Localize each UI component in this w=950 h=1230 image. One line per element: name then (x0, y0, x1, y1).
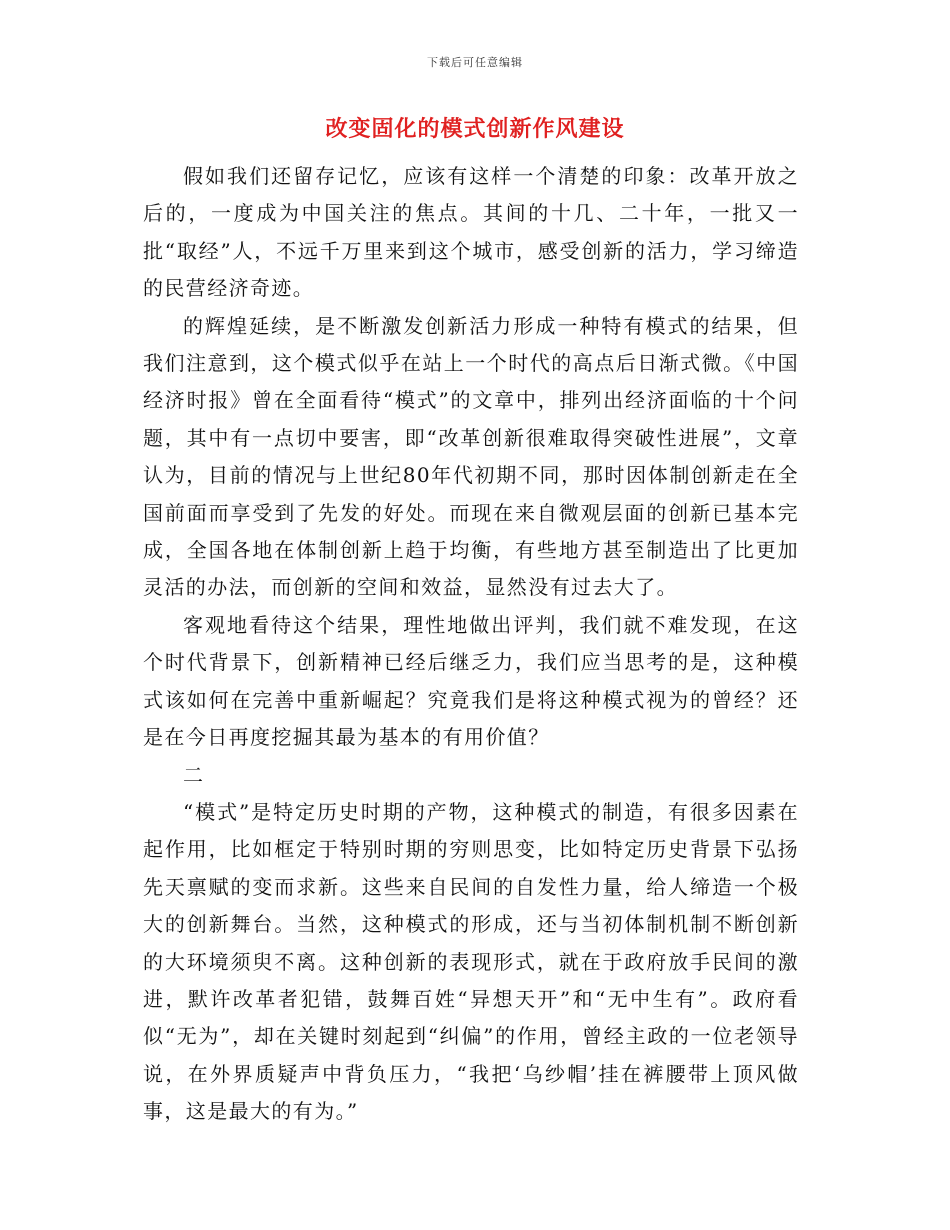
paragraph-1: 假如我们还留存记忆，应该有这样一个清楚的印象：改革开放之后的，一度成为中国关注的焦点。其间的十几、二十年，一批又一批“取经”人，不远千万里来到这个城市，感受创新的活力，学习缔造的民营经济奇迹。 (143, 164, 799, 301)
document-body (143, 158, 799, 1131)
section-number: 二 (183, 762, 205, 787)
paragraph-3: 客观地看待这个结果，理性地做出评判，我们就不难发现，在这个时代背景下，创新精神已经后继乏力，我们应当思考的是，这种模式该如何在完善中重新崛起？究竟我们是将这种模式视为的曾经？还是在今日再度挖掘其最为基本的有用价值？ (143, 612, 799, 750)
paragraph-2: 的辉煌延续，是不断激发创新活力形成一种特有模式的结果，但我们注意到，这个模式似乎在站上一个时代的高点后日渐式微。《中国经济时报》曾在全面看待“模式”的文章中，排列出经济面临的十个问题，其中有一点切中要害，即“改革创新很难取得突破性进展”，文章认为，目前的情况与上世纪80年代初期不同，那时因体制创新走在全国前面而享受到了先发的好处。而现在来自微观层面的创新已基本完成，全国各地在体制创新上趋于均衡，有些地方甚至制造出了比更加灵活的办法，而创新的空间和效益，显然没有过去大了。 (143, 313, 799, 600)
document-title: 改变固化的模式创新作风建设 (325, 116, 625, 142)
paragraph-4: “模式”是特定历史时期的产物，这种模式的制造，有很多因素在起作用，比如框定于特别时期的穷则思变，比如特定历史背景下弘扬先天禀赋的变而求新。这些来自民间的自发性力量，给人缔造一个极大的创新舞台。当然，这种模式的形成，还与当初体制机制不断创新的大环境须臾不离。这种创新的表现形式，就在于政府放手民间的激进，默许改革者犯错，鼓舞百姓“异想天开”和“无中生有”。政府看似“无为”，却在关键时刻起到“纠偏”的作用，曾经主政的一位老领导说，在外界质疑声中背负压力，“我把‘乌纱帽’挂在裤腰带上顶风做事，这是最大的有为。” (143, 799, 799, 1124)
page-header-note: 下载后可任意编辑 (427, 56, 523, 69)
